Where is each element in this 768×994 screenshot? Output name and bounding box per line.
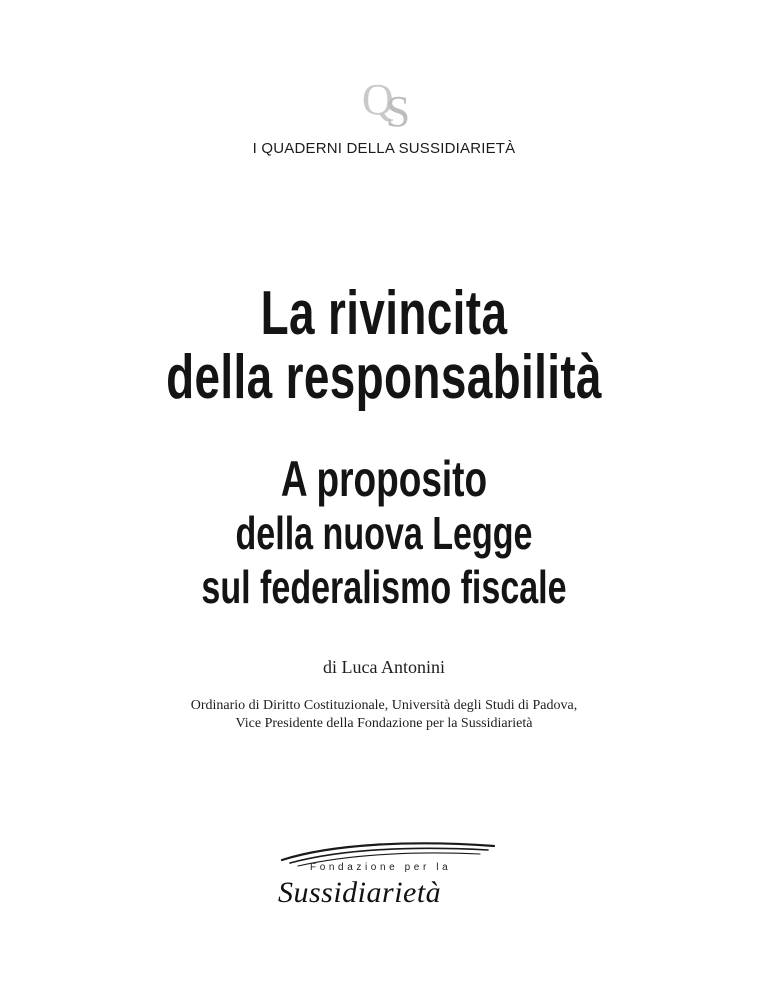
subtitle-line-3: sul federalismo fiscale (201, 561, 567, 613)
qs-logo-q: Q (361, 75, 388, 124)
main-title-line-2: della responsabilità (166, 343, 602, 412)
qs-logo-s: S (385, 87, 405, 136)
subtitle (0, 452, 768, 614)
subtitle-line-1: A proposito (280, 451, 488, 507)
affiliation-line-1: Ordinario di Diritto Costituzionale, Università degli Studi di Padova, (190, 698, 578, 713)
affiliation-line-2: Vice Presidente della Fondazione per la Sussidiarietà (235, 716, 533, 731)
foundation-logo (262, 838, 502, 918)
foundation-logo-script-text: Sussidiarietà (278, 876, 442, 909)
subtitle-line-2: della nuova Legge (235, 507, 533, 559)
series-name: I QUADERNI DELLA SUSSIDIARIETÀ (252, 140, 516, 157)
qs-logo (0, 75, 768, 136)
main-title (0, 279, 768, 412)
author-name: di Luca Antonini (323, 657, 445, 677)
author-affiliation (0, 697, 768, 733)
main-title-line-1: La rivincita (260, 279, 508, 348)
foundation-logo-top-text: Fondazione per la (310, 862, 452, 873)
